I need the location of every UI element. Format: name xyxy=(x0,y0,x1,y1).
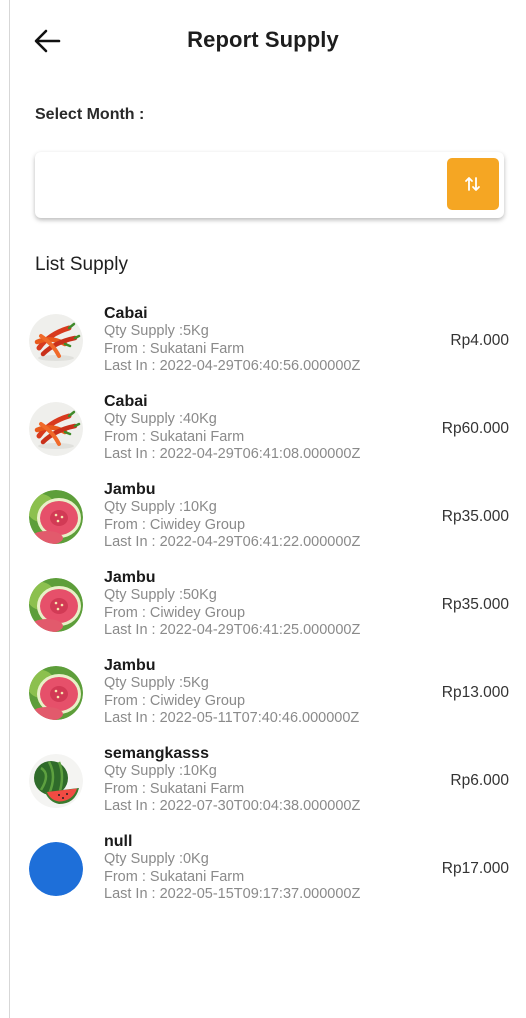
item-source: From : Sukatani Farm xyxy=(104,780,245,797)
item-last-in: Last In : 2022-04-29T06:41:22.000000Z xyxy=(104,534,361,550)
item-qty: Qty Supply :40Kg xyxy=(104,411,217,427)
month-picker-field[interactable] xyxy=(35,152,504,218)
item-price: Rp6.000 xyxy=(450,772,509,789)
item-last-in: Last In : 2022-04-29T06:40:56.000000Z xyxy=(104,358,361,374)
item-last-in: Last In : 2022-04-29T06:41:08.000000Z xyxy=(104,446,361,462)
supply-item[interactable] xyxy=(0,390,526,478)
item-price: Rp13.000 xyxy=(441,684,509,701)
item-name: Cabai xyxy=(104,305,148,322)
item-source: From : Sukatani Farm xyxy=(104,868,245,885)
chili-image xyxy=(29,402,83,456)
item-name: Jambu xyxy=(104,569,156,586)
item-last-in: Last In : 2022-04-29T06:41:25.000000Z xyxy=(104,622,361,638)
select-month-label: Select Month : xyxy=(35,106,145,123)
app-bar xyxy=(0,0,526,84)
item-name: Jambu xyxy=(104,657,156,674)
supply-item[interactable] xyxy=(0,830,526,918)
item-price: Rp4.000 xyxy=(450,332,509,349)
sort-arrows-icon xyxy=(463,174,483,194)
supply-item[interactable] xyxy=(0,654,526,742)
item-name: semangkasss xyxy=(104,745,209,762)
supply-item[interactable] xyxy=(0,566,526,654)
guava-image xyxy=(29,666,83,720)
item-price: Rp35.000 xyxy=(441,596,509,613)
item-last-in: Last In : 2022-05-15T09:17:37.000000Z xyxy=(104,886,361,902)
item-name: null xyxy=(104,833,133,850)
page-title: Report Supply xyxy=(187,27,339,52)
item-qty: Qty Supply :10Kg xyxy=(104,499,217,515)
guava-image xyxy=(29,578,83,632)
blue-placeholder-image xyxy=(29,842,83,896)
item-qty: Qty Supply :5Kg xyxy=(104,675,209,691)
supply-item[interactable] xyxy=(0,742,526,830)
item-source: From : Ciwidey Group xyxy=(104,604,246,621)
list-supply-title: List Supply xyxy=(35,254,128,275)
item-last-in: Last In : 2022-05-11T07:40:46.000000Z xyxy=(104,710,360,726)
item-price: Rp17.000 xyxy=(441,860,509,877)
item-source: From : Ciwidey Group xyxy=(104,692,246,709)
item-last-in: Last In : 2022-07-30T00:04:38.000000Z xyxy=(104,798,361,814)
watermelon-image xyxy=(29,754,83,808)
item-qty: Qty Supply :10Kg xyxy=(104,763,217,779)
item-price: Rp35.000 xyxy=(441,508,509,525)
chili-image xyxy=(29,314,83,368)
item-price: Rp60.000 xyxy=(441,420,509,437)
item-name: Jambu xyxy=(104,481,156,498)
supply-item[interactable] xyxy=(0,302,526,390)
item-source: From : Ciwidey Group xyxy=(104,516,246,533)
item-qty: Qty Supply :0Kg xyxy=(104,851,209,867)
item-name: Cabai xyxy=(104,393,148,410)
supply-item[interactable] xyxy=(0,478,526,566)
sort-button[interactable] xyxy=(447,158,499,210)
item-source: From : Sukatani Farm xyxy=(104,428,245,445)
guava-image xyxy=(29,490,83,544)
item-qty: Qty Supply :50Kg xyxy=(104,587,217,603)
item-source: From : Sukatani Farm xyxy=(104,340,245,357)
item-qty: Qty Supply :5Kg xyxy=(104,323,209,339)
